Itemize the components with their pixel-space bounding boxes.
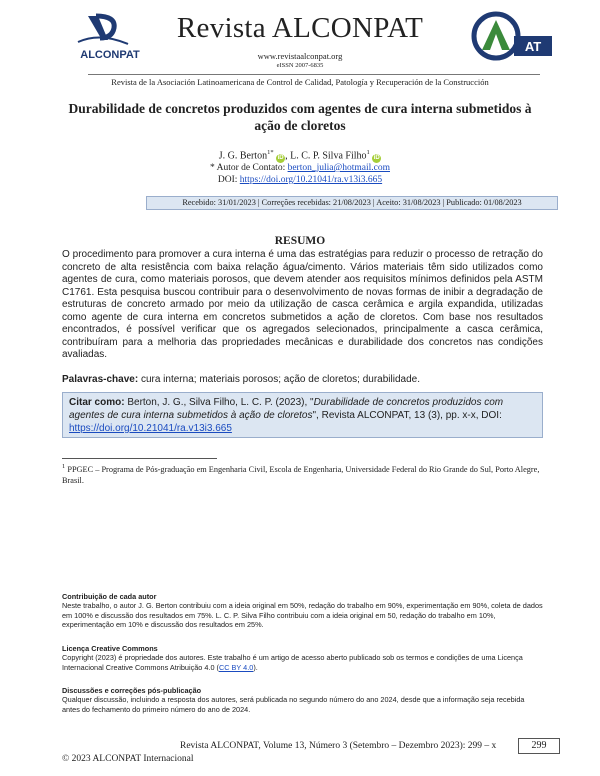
contact-email-link[interactable]: berton_julia@hotmail.com xyxy=(287,163,390,173)
citation-authors: Berton, J. G., Silva Filho, L. C. P. (2023), " xyxy=(127,397,314,408)
paper-title xyxy=(60,100,540,134)
contribution-text: Neste trabalho, o autor J. G. Berton contribuiu com a ideia original em 50%, redação do trabalho em 90%, experimentação em 90%, coleta de dados em 100% e discussão dos resultados em 75%. L. C. P. Silva Filho contribuiu com a ideia original em 50, redação do trabalho em 10%, experimentação em 10% e discussão dos resultados em 25%. xyxy=(62,601,543,630)
discussion-text: Qualquer discussão, incluindo a resposta dos autores, será publicada no segundo número do ano 2024, desde que a informação seja recebida antes do fechamento do primeiro número do ano de 2024. xyxy=(62,695,525,714)
citation-doi-link[interactable]: https://doi.org/10.21041/ra.v13i3.665 xyxy=(69,423,232,434)
paper-title-line2: ação de cloretos xyxy=(254,118,346,133)
author-list: J. G. Berton$^{1*}$ iD , L. C. P. Silva Filho$^1$ iD xyxy=(218,149,380,162)
keywords-list: cura interna; materiais porosos; ação de cloretos; durabilidade. xyxy=(140,374,420,385)
orcid-icon[interactable]: iD xyxy=(277,155,284,162)
contact-label: * Autor de Contato: xyxy=(210,163,286,173)
discussion-heading: Discussões e correções pós-publicação xyxy=(62,686,202,695)
abstract-text: O procedimento para promover a cura interna é uma das estratégias para reduzir o processo de retração do concreto de alta resistência com baixa relação água/cimento. Vários materiais têm sido utilizados como agentes de cura, como materiais porosos, que devem atender aos requisitos mínimos definidos pela ASTM C1761. Esta pesquisa buscou contribuir para o desenvolvimento de novas formas de inibir a degradação de estruturas de concreto armado por meio da utilização de casca cerâmica e argila expandida, utilizadas como agente de cura interna em concretos submetidos a ação de cloretos. Com base nos resultados encontrados, é possível verificar que os agregados selecionados, principalmente a casca cerâmica, contribuíram para a melhoria das propriedades mecânicas e durabilidade dos concretos nas condições avaliadas. xyxy=(62,249,543,360)
abstract-heading: RESUMO xyxy=(274,235,326,247)
footnote-divider xyxy=(62,458,217,459)
keywords xyxy=(62,374,543,385)
license-end: ). xyxy=(253,662,258,672)
svg-text:AT: AT xyxy=(524,39,542,54)
citation-label: Citar como: xyxy=(69,397,125,408)
license-text xyxy=(62,653,543,672)
citation-title: Durabilidade de concretos produzidos com agentes de cura interna submetidos à ação de cloretos xyxy=(69,397,504,421)
header-divider xyxy=(88,74,540,75)
citation-rest: ", Revista ALCONPAT, 13 (3), pp. x-x, DOI: xyxy=(312,410,502,421)
license-section xyxy=(62,644,543,672)
left-logo-text: ALCONPAT xyxy=(80,49,140,61)
paper-title-line1: Durabilidade de concretos produzidos com agentes de cura interna submetidos à xyxy=(68,101,532,116)
doi-link[interactable]: https://doi.org/10.21041/ra.v13i3.665 xyxy=(239,175,383,185)
license-link[interactable]: CC BY 4.0 xyxy=(218,662,254,672)
contribution-section xyxy=(62,592,543,630)
footnote-marker: 1 xyxy=(62,463,66,470)
journal-issn: eISSN 2007-6835 xyxy=(276,62,324,69)
author-name: J. G. Berton xyxy=(218,150,268,162)
contribution-heading: Contribuição de cada autor xyxy=(62,592,157,601)
orcid-icon[interactable]: iD xyxy=(373,155,380,162)
footer-copyright: © 2023 ALCONPAT Internacional xyxy=(62,754,194,764)
contact-author xyxy=(0,163,600,173)
doi-line xyxy=(0,175,600,185)
affiliation-footnote xyxy=(62,461,543,486)
footnote-text: PPGEC – Programa de Pós-graduação em Engenharia Civil, Escola de Engenharia, Universidade Federal do Rio Grande do Sul, Porto Alegre, Brasil. xyxy=(62,464,540,485)
journal-title: Revista ALCONPAT xyxy=(176,12,424,44)
citation-box xyxy=(62,392,543,438)
author-affiliation: 1 xyxy=(366,149,370,156)
license-body: Copyright (2023) é propriedade dos autores. Este trabalho é um artigo de acesso aberto publicado sob os termos e condições de uma Licença Internacional Creative Commons Atribuição 4.0 ( xyxy=(62,653,523,672)
author-name: L. C. P. Silva Filho xyxy=(290,150,367,162)
footer-journal: Revista ALCONPAT, Volume 13, Número 3 (Setembro – Dezembro 2023): 299 – x xyxy=(180,741,497,751)
license-heading: Licença Creative Commons xyxy=(62,644,158,653)
journal-subtitle: Revista de la Asociación Latinoamericana de Control de Calidad, Patología y Recuperación de la Construcción xyxy=(111,77,489,87)
dates-box: Recebido: 31/01/2023 | Correções recebidas: 21/08/2023 | Aceito: 31/08/2023 | Publicado: 01/08/2023 xyxy=(146,196,558,210)
author-affiliation: 1* xyxy=(267,149,274,156)
page-number: 299 xyxy=(518,738,560,754)
keywords-label: Palavras-chave: xyxy=(62,374,139,385)
journal-url[interactable]: www.revistaalconpat.org xyxy=(257,51,343,61)
doi-label: DOI: xyxy=(217,175,238,185)
discussion-section xyxy=(62,686,543,714)
